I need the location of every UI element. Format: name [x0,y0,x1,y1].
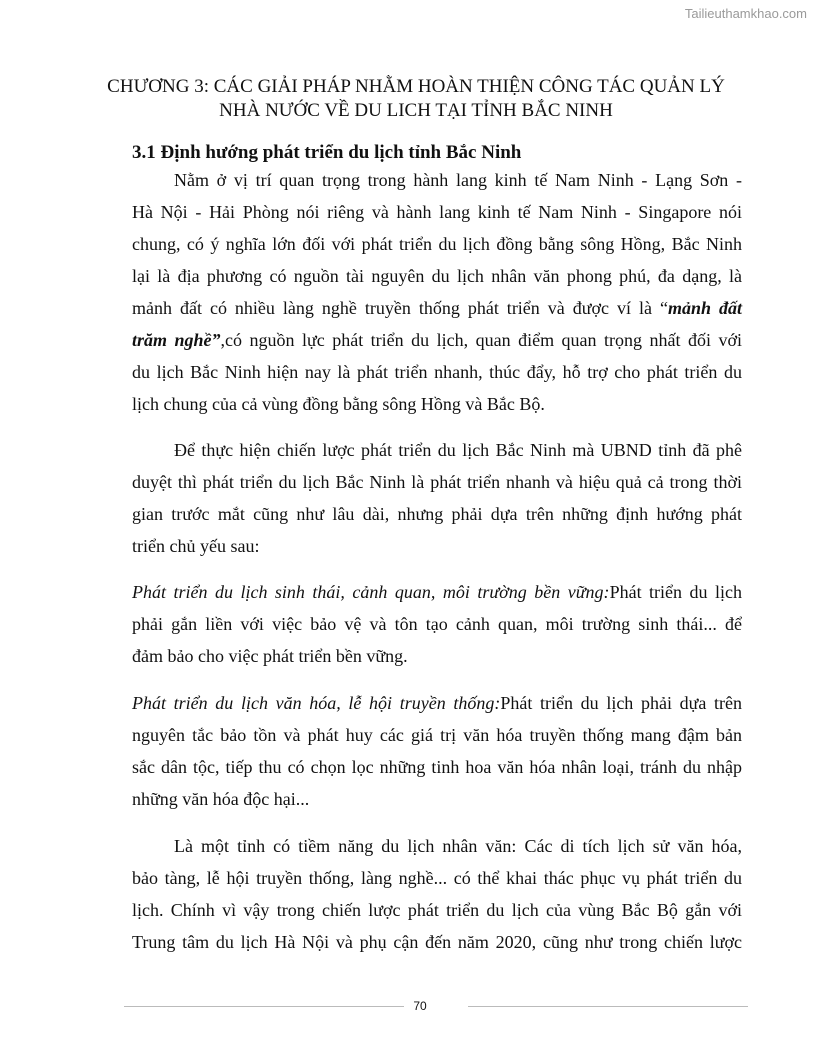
text-run: Nằm ở vị trí quan trọng trong hành lang kinh tế Nam Ninh - Lạng Sơn - [174,170,742,190]
text-run: du lịch Bắc Ninh hiện nay là phát triển nhanh, thúc đẩy, hỗ trợ cho phát triển du [132,362,742,382]
paragraph [132,168,742,424]
text-line [132,360,742,392]
text-run: Phát triển du lịch [609,582,742,602]
text-line [132,328,742,360]
text-run: mảnh đất có nhiều làng nghề truyền thống phát triển và được ví là “ [132,298,668,318]
text-line [132,534,742,566]
text-line [132,612,742,644]
text-line [132,264,742,296]
text-line [132,232,742,264]
text-line [132,502,742,534]
text-run: sắc dân tộc, tiếp thu có chọn lọc những tinh hoa văn hóa nhân loại, tránh du nhập [132,757,742,777]
paragraph [132,580,742,676]
text-run: Để thực hiện chiến lược phát triển du lịch Bắc Ninh mà UBND tỉnh đã phê [174,440,742,460]
text-line [132,834,742,866]
text-line [132,470,742,502]
text-run: Là một tỉnh có tiềm năng du lịch nhân văn: Các di tích lịch sử văn hóa, [174,836,742,856]
bold-italic-run: trăm nghề” [132,330,221,350]
text-line [132,644,742,676]
italic-run: Phát triển du lịch văn hóa, lễ hội truyền thống: [132,693,501,713]
chapter-title-line-1: CHƯƠNG 3: CÁC GIẢI PHÁP NHẰM HOÀN THIỆN CÔNG TÁC QUẢN LÝ [107,76,725,97]
text-line [132,787,742,819]
footer-rule-right [468,1006,748,1007]
paragraph [132,834,742,962]
paragraph [132,691,742,819]
text-run: triển chủ yếu sau: [132,536,260,556]
text-run: gian trước mắt cũng như lâu dài, nhưng phải dựa trên những định hướng phát [132,504,742,524]
text-run: bảo tàng, lễ hội truyền thống, làng nghề... có thể khai thác phục vụ phát triển du [132,868,742,888]
text-run: Hà Nội - Hải Phòng nói riêng và hành lang kinh tế Nam Ninh - Singapore nói [132,202,742,222]
text-line [132,200,742,232]
italic-run: Phát triển du lịch sinh thái, cảnh quan, môi trường bền vững: [132,582,610,602]
text-run: Trung tâm du lịch Hà Nội và phụ cận đến năm 2020, cũng như trong chiến lược [132,932,742,952]
text-run: lịch. Chính vì vậy trong chiến lược phát triển du lịch của vùng Bắc Bộ gắn với [132,900,742,920]
text-line [132,168,742,200]
text-run: lại là địa phương có nguồn tài nguyên du lịch nhân văn phong phú, đa dạng, là [132,266,742,286]
text-line [132,392,742,424]
text-line [132,755,742,787]
page-number: 70 [413,999,427,1013]
chapter-title-line-2: NHÀ NƯỚC VỀ DU LICH TẠI TỈNH BẮC NINH [219,100,613,121]
text-line [132,930,742,962]
text-line [132,898,742,930]
text-run: nguyên tắc bảo tồn và phát huy các giá trị văn hóa truyền thống mang đậm bản [132,725,742,745]
text-line [132,866,742,898]
text-run: đảm bảo cho việc phát triển bền vững. [132,646,408,666]
text-run: những văn hóa độc hại... [132,789,310,809]
text-line [132,438,742,470]
text-run: Phát triển du lịch phải dựa trên [500,693,742,713]
text-run: phải gắn liền với việc bảo vệ và tôn tạo cảnh quan, môi trường sinh thái... để [132,614,742,634]
footer-rule-left [124,1006,404,1007]
text-line [132,296,742,328]
text-run: lịch chung của cả vùng đồng bằng sông Hồng và Bắc Bộ. [132,394,545,414]
bold-italic-run: mảnh đất [667,298,742,318]
text-run: ,có nguồn lực phát triển du lịch, quan điểm quan trọng nhất đối với [220,330,742,350]
text-run: chung, có ý nghĩa lớn đối với phát triển du lịch đồng bằng sông Hồng, Bắc Ninh [132,234,742,254]
text-line [132,723,742,755]
paragraph [132,438,742,566]
section-heading: 3.1 Định hướng phát triển du lịch tỉnh Bắc Ninh [132,142,522,163]
watermark: Tailieuthamkhao.com [684,6,807,21]
text-line [132,691,742,723]
text-line [132,580,742,612]
text-run: duyệt thì phát triển du lịch Bắc Ninh là phát triển nhanh và hiệu quả cả trong thời [132,472,742,492]
